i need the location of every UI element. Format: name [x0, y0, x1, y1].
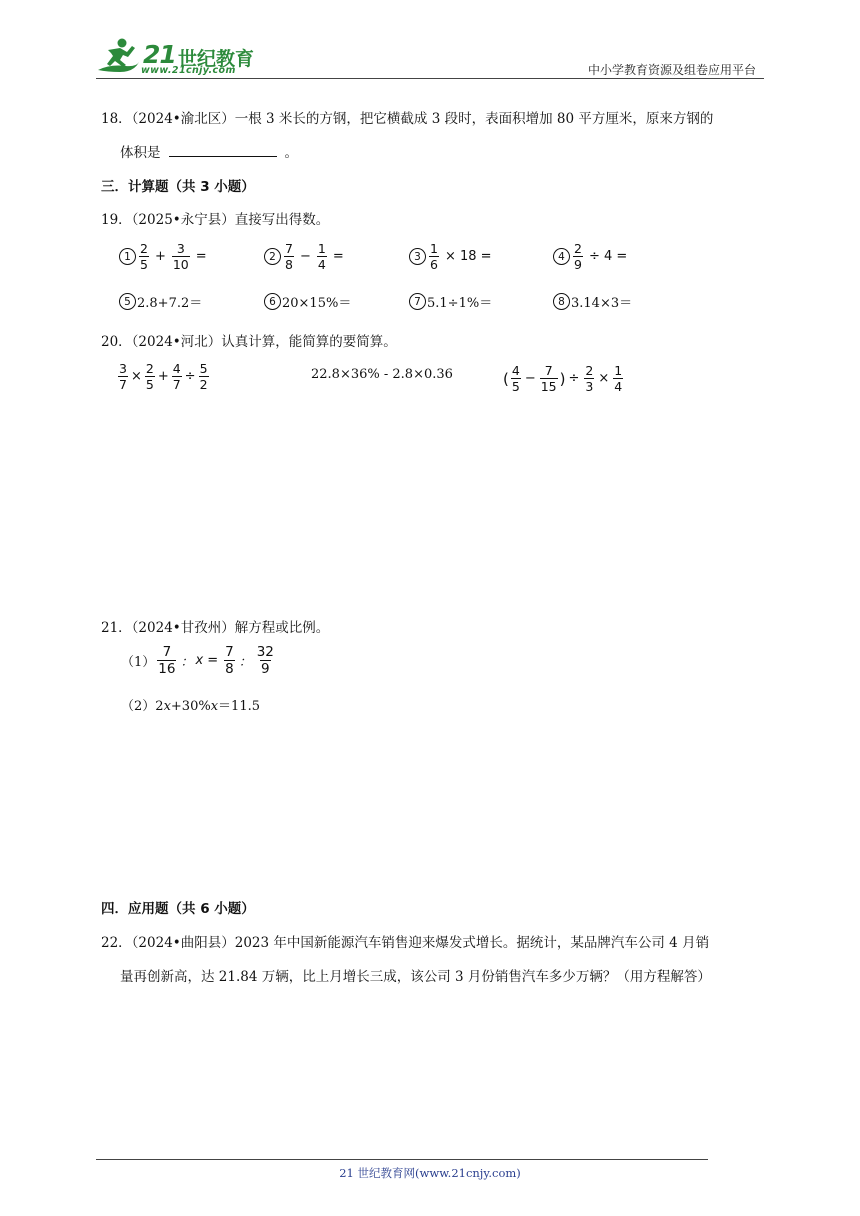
logo-number: 21	[143, 40, 176, 69]
operator: −	[524, 371, 536, 387]
operator: ÷	[568, 371, 580, 387]
q20-expression-1	[116, 362, 211, 391]
item-number: 2	[264, 248, 281, 265]
q19-item-2	[264, 242, 348, 271]
operator: ×	[130, 369, 142, 385]
item-number: 6	[264, 293, 281, 310]
item-number: 4	[553, 248, 570, 265]
equals-sign: =	[207, 653, 219, 669]
equation-part: ＝11.5	[218, 699, 260, 714]
part-label: （1）	[121, 655, 156, 671]
runner-logo-icon	[96, 36, 140, 76]
operator: ÷	[184, 369, 196, 385]
footer-divider	[96, 1159, 708, 1160]
question-22-line1: 22．（2024•曲阳县）2023 年中国新能源汽车销售迎来爆发式增长。据统计，某品牌汽车公司 4 月销	[101, 935, 710, 951]
q19-item-4	[553, 242, 631, 271]
expression: 20×15%＝	[282, 296, 352, 311]
question-21-title: 21．（2024•甘孜州）解方程或比例。	[101, 620, 330, 636]
operator: ×	[598, 371, 610, 387]
q20-expression-2: 22.8×36% ‑ 2.8×0.36	[311, 367, 453, 382]
variable-x: x	[163, 699, 171, 714]
q21-part-1	[121, 645, 277, 676]
variable-x: x	[210, 699, 219, 714]
section-3-heading: 三．计算题（共 3 小题）	[101, 179, 255, 195]
q19-item-6	[264, 292, 351, 311]
fraction: $\frac{2}{5}$	[140, 241, 148, 273]
operator: +	[154, 249, 166, 265]
equals-sign: =	[332, 249, 344, 265]
fraction: $\frac{1}{4}$	[317, 241, 326, 273]
fraction: $\frac{4}{7}$	[172, 361, 181, 393]
operator: −	[299, 249, 311, 265]
fraction: $\frac{32}{9}$	[256, 644, 274, 678]
equation-part: 2	[155, 699, 164, 714]
right-paren: )	[559, 369, 566, 388]
header-platform-text: 中小学教育资源及组卷应用平台	[587, 63, 756, 77]
question-20-title: 20．（2024•河北）认真计算，能简算的要简算。	[101, 334, 397, 350]
q19-item-8	[553, 292, 632, 311]
fraction: $\frac{7}{15}$	[540, 363, 557, 395]
ratio-colon: ：	[238, 655, 252, 671]
fraction: $\frac{1}{6}$	[430, 241, 438, 273]
question-18-line2	[120, 141, 298, 161]
fraction: $\frac{3}{7}$	[119, 361, 127, 393]
fraction: $\frac{5}{2}$	[199, 361, 208, 393]
q19-item-5	[119, 292, 202, 311]
q19-item-1	[119, 242, 211, 271]
fraction: $\frac{1}{4}$	[614, 363, 623, 395]
answer-blank[interactable]	[169, 144, 277, 157]
equation-part: +30%	[170, 699, 211, 714]
fraction: $\frac{2}{9}$	[574, 241, 582, 273]
question-18-end: 。	[284, 145, 298, 161]
fraction: $\frac{7}{16}$	[158, 644, 176, 678]
fraction: $\frac{2}{5}$	[145, 361, 154, 393]
footer-link[interactable]: 21 世纪教育网(www.21cnjy.com)	[339, 1166, 521, 1180]
fraction: $\frac{7}{8}$	[225, 644, 234, 678]
header-divider	[96, 78, 764, 79]
section-4-heading: 四．应用题（共 6 小题）	[101, 901, 255, 917]
question-19-title: 19．（2025•永宁县）直接写出得数。	[101, 212, 330, 228]
logo-name: 世纪教育	[178, 48, 255, 70]
item-number: 1	[119, 248, 136, 265]
question-18-line1: 18．（2024•渝北区）一根 3 米长的方钢，把它横截成 3 段时，表面积增加 80 平方厘米，原来方钢的	[101, 111, 714, 127]
left-paren: (	[503, 369, 509, 388]
fraction: $\frac{7}{8}$	[285, 241, 293, 273]
q20-expression-3	[503, 364, 625, 393]
question-18-text: 体积是	[120, 145, 161, 161]
fraction: $\frac{4}{5}$	[511, 363, 520, 395]
logo-url: www.21cnjy.com	[141, 65, 236, 76]
expression: 2.8+7.2＝	[137, 296, 203, 311]
fraction: $\frac{2}{3}$	[585, 363, 594, 395]
equals-sign: =	[195, 249, 207, 265]
q21-part-2	[121, 695, 260, 714]
item-number: 8	[553, 293, 570, 310]
question-22-line2: 量再创新高，达 21.84 万辆，比上月增长三成，该公司 3 月份销售汽车多少万辆？（用方程解答）	[120, 969, 711, 985]
expression-rest: ÷ 4 =	[588, 249, 628, 265]
variable-x: x	[195, 653, 204, 669]
q19-item-7	[409, 292, 492, 311]
q19-item-3	[409, 242, 496, 271]
item-number: 7	[409, 293, 426, 310]
part-label: （2）	[121, 699, 156, 714]
expression-rest: × 18 =	[444, 249, 492, 265]
fraction: $\frac{3}{10}$	[172, 241, 189, 273]
expression: 5.1÷1%＝	[427, 296, 493, 311]
item-number: 5	[119, 293, 136, 310]
item-number: 3	[409, 248, 426, 265]
ratio-colon: ：	[180, 655, 194, 671]
operator: +	[157, 369, 169, 385]
expression: 3.14×3＝	[571, 296, 633, 311]
